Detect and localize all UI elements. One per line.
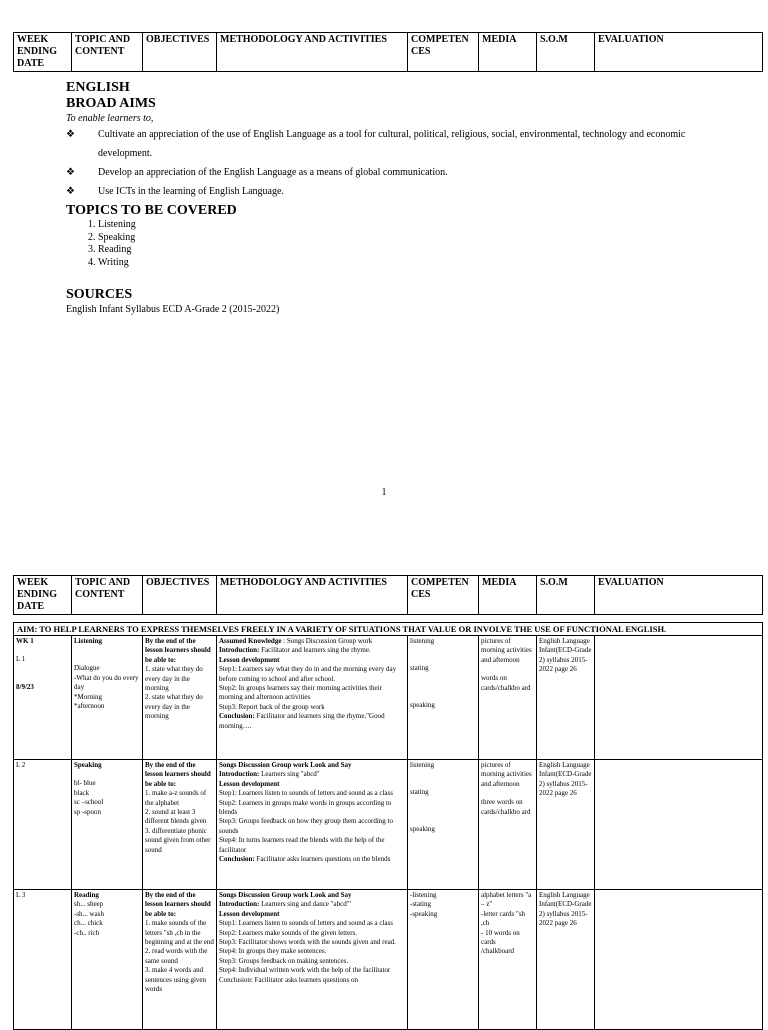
diamond-bullet-icon: ❖	[66, 186, 75, 197]
header-week: WEEK ENDING DATE	[14, 33, 72, 72]
page-number: 1	[381, 487, 387, 498]
competences-lines: listening stating speaking	[410, 761, 435, 833]
header-row	[14, 33, 763, 72]
competences-cell	[408, 890, 479, 1030]
sources-title: SOURCES	[66, 287, 133, 302]
som-cell: English Language Infant(ECD-Grade 2) syllabus 2015-2022 page 26	[537, 890, 595, 1030]
topic-lines: sh... sheep -sh... wash ch... chick -ch.. rich	[74, 900, 104, 937]
header-table-page2	[13, 575, 763, 615]
methodology-cell: Assumed Knowledge : Songs Discussion Group work Introduction: Facilitator and learners sing the rhyme. Lesson development Step1: Learners say what they do in and the morning every day before coming to school and after school. Step2: In groups learners say their morning activities their morning and afternoon activities Step3: Report back of the group work Conclusion: Facilitator and learners sing the rhyme,"Good morning….	[217, 636, 408, 760]
topic-lines: bl- blue black sc –school sp -spoon	[74, 779, 104, 816]
header-objectives: OBJECTIVES	[143, 33, 217, 72]
topic-title: Listening	[74, 637, 103, 645]
methodology-cell: Songs Discussion Group work Look and Say Introduction: Learners sing "abcd" Lesson development Step1: Learners listen to sounds of letters and sound as a class Step2: Learners in groups make words in groups according to blends Step3: Groups feedback on how they group them according to sounds Step4: In turns learners read the blends with the help of the facilitator Conclusion: Facilitator asks learners questions on the blends	[217, 760, 408, 890]
broad-aims-section	[66, 80, 706, 201]
header-objectives: OBJECTIVES	[143, 576, 217, 615]
broad-aims-intro: To enable learners to,	[66, 113, 154, 124]
aim-row	[14, 623, 763, 636]
sources-text: English Infant Syllabus ECD A-Grade 2 (2015-2022)	[66, 304, 280, 315]
list-item: ❖ Use ICTs in the learning of English Language.	[66, 182, 706, 201]
header-table-page1	[13, 32, 763, 72]
table-row	[14, 760, 763, 890]
competences-cell	[408, 636, 479, 760]
header-competences: COMPETEN CES	[408, 576, 479, 615]
week-lines: WK 1 L 1 8/9/23	[16, 637, 34, 691]
table-row	[14, 890, 763, 1030]
header-evaluation: EVALUATION	[595, 576, 763, 615]
sources-section	[66, 287, 279, 316]
week-cell	[14, 636, 72, 760]
broad-aims-list	[66, 125, 706, 201]
competences-cell	[408, 760, 479, 890]
header-som: S.O.M	[537, 576, 595, 615]
objectives-cell	[143, 890, 217, 1030]
media-cell	[479, 760, 537, 890]
objectives-lines: By the end of the lesson learners should be able to: 1. make sounds of the letters "sh ,ch in the beginning and at the end 2. read words with the same sound 3. make 4 words and sentences using given words	[145, 891, 214, 994]
competences-lines: -listening -stating -speaking	[410, 891, 438, 918]
header-evaluation: EVALUATION	[595, 33, 763, 72]
list-item: ❖ Cultivate an appreciation of the use of English Language as a tool for cultural, political, religious, social, environmental, technology and economic development.	[66, 125, 706, 163]
week-cell	[14, 760, 72, 890]
header-row	[14, 576, 763, 615]
topics-section	[66, 203, 237, 269]
media-cell	[479, 890, 537, 1030]
topics-list	[66, 219, 237, 269]
diamond-bullet-icon: ❖	[66, 167, 75, 178]
list-item: 3. Reading	[98, 244, 237, 257]
objectives-lines: By the end of the lesson learners should be able to: 1. state what they do every day in the morning 2. state what they do every day in the morning	[145, 637, 211, 721]
list-item: 2. Speaking	[98, 232, 237, 245]
media-lines: pictures of morning activities and afternoon three words on cards/chalkbo ard	[481, 761, 532, 816]
week-cell	[14, 890, 72, 1030]
topic-title: Speaking	[74, 761, 102, 769]
week-lines: L 2	[16, 761, 26, 769]
topic-cell	[72, 760, 143, 890]
objectives-lines: By the end of the lesson learners should be able to: 1. make a-z sounds of the alphabet 2. sound at least 3 different blends given 3. differentiate phonic sound given from other sound	[145, 761, 211, 854]
methodology-cell: Songs Discussion Group work Look and Say Introduction: Learners sing and dance "abcd"' Lesson development Step1: Learners listen to sounds of letters and sound as a class Step2: Learners make sounds of the given letters. Step3: Facilitator shows words with the sounds given and read. Step4: In groups they make sentences. Step3: Groups feedback on making sentences. Step4: Individual written work with the help of the facilitator Conclusion: Facilitator asks learners questions on	[217, 890, 408, 1030]
objectives-cell	[143, 760, 217, 890]
header-topic: TOPIC AND CONTENT	[72, 576, 143, 615]
header-methodology: METHODOLOGY AND ACTIVITIES	[217, 576, 408, 615]
topic-cell	[72, 636, 143, 760]
scheme-of-work-table	[13, 622, 763, 1030]
list-item: ❖ Develop an appreciation of the English Language as a means of global communication.	[66, 163, 706, 182]
topic-cell	[72, 890, 143, 1030]
objectives-cell	[143, 636, 217, 760]
header-competences: COMPETEN CES	[408, 33, 479, 72]
media-lines: pictures of morning activities and afternoon words on cards/chalkbo ard	[481, 637, 532, 692]
list-item: 1. Listening	[98, 219, 237, 232]
evaluation-cell	[595, 636, 763, 760]
topic-lines: Dialogue -What do you do every day *Morning *afternoon	[74, 664, 139, 711]
som-cell: English Language Infant(ECD-Grade 2) syllabus 2015-2022 page 26	[537, 636, 595, 760]
topics-title: TOPICS TO BE COVERED	[66, 203, 237, 218]
list-item: 4. Writing	[98, 257, 237, 270]
week-lines: L 3	[16, 891, 26, 899]
header-media: MEDIA	[479, 576, 537, 615]
broad-aims-title: BROAD AIMS	[66, 96, 156, 111]
media-cell	[479, 636, 537, 760]
header-methodology: METHODOLOGY AND ACTIVITIES	[217, 33, 408, 72]
diamond-bullet-icon: ❖	[66, 129, 75, 140]
aim-banner: AIM: TO HELP LEARNERS TO EXPRESS THEMSELVES FREELY IN A VARIETY OF SITUATIONS THAT VALUE OR INVOLVE THE USE OF FUNCTIONAL ENGLISH.	[14, 623, 763, 636]
som-cell: English Language Infant(ECD-Grade 2) syllabus 2015-2022 page 26	[537, 760, 595, 890]
evaluation-cell	[595, 890, 763, 1030]
header-topic: TOPIC AND CONTENT	[72, 33, 143, 72]
table-row	[14, 636, 763, 760]
header-week: WEEK ENDING DATE	[14, 576, 72, 615]
subject-title: ENGLISH	[66, 80, 130, 95]
header-som: S.O.M	[537, 33, 595, 72]
topic-title: Reading	[74, 891, 99, 899]
evaluation-cell	[595, 760, 763, 890]
competences-lines: listening stating speaking	[410, 637, 435, 709]
header-media: MEDIA	[479, 33, 537, 72]
media-lines: alphabet letters "a – z" -letter cards "sh ,ch - 10 words on cards /chalkboard	[481, 891, 532, 956]
